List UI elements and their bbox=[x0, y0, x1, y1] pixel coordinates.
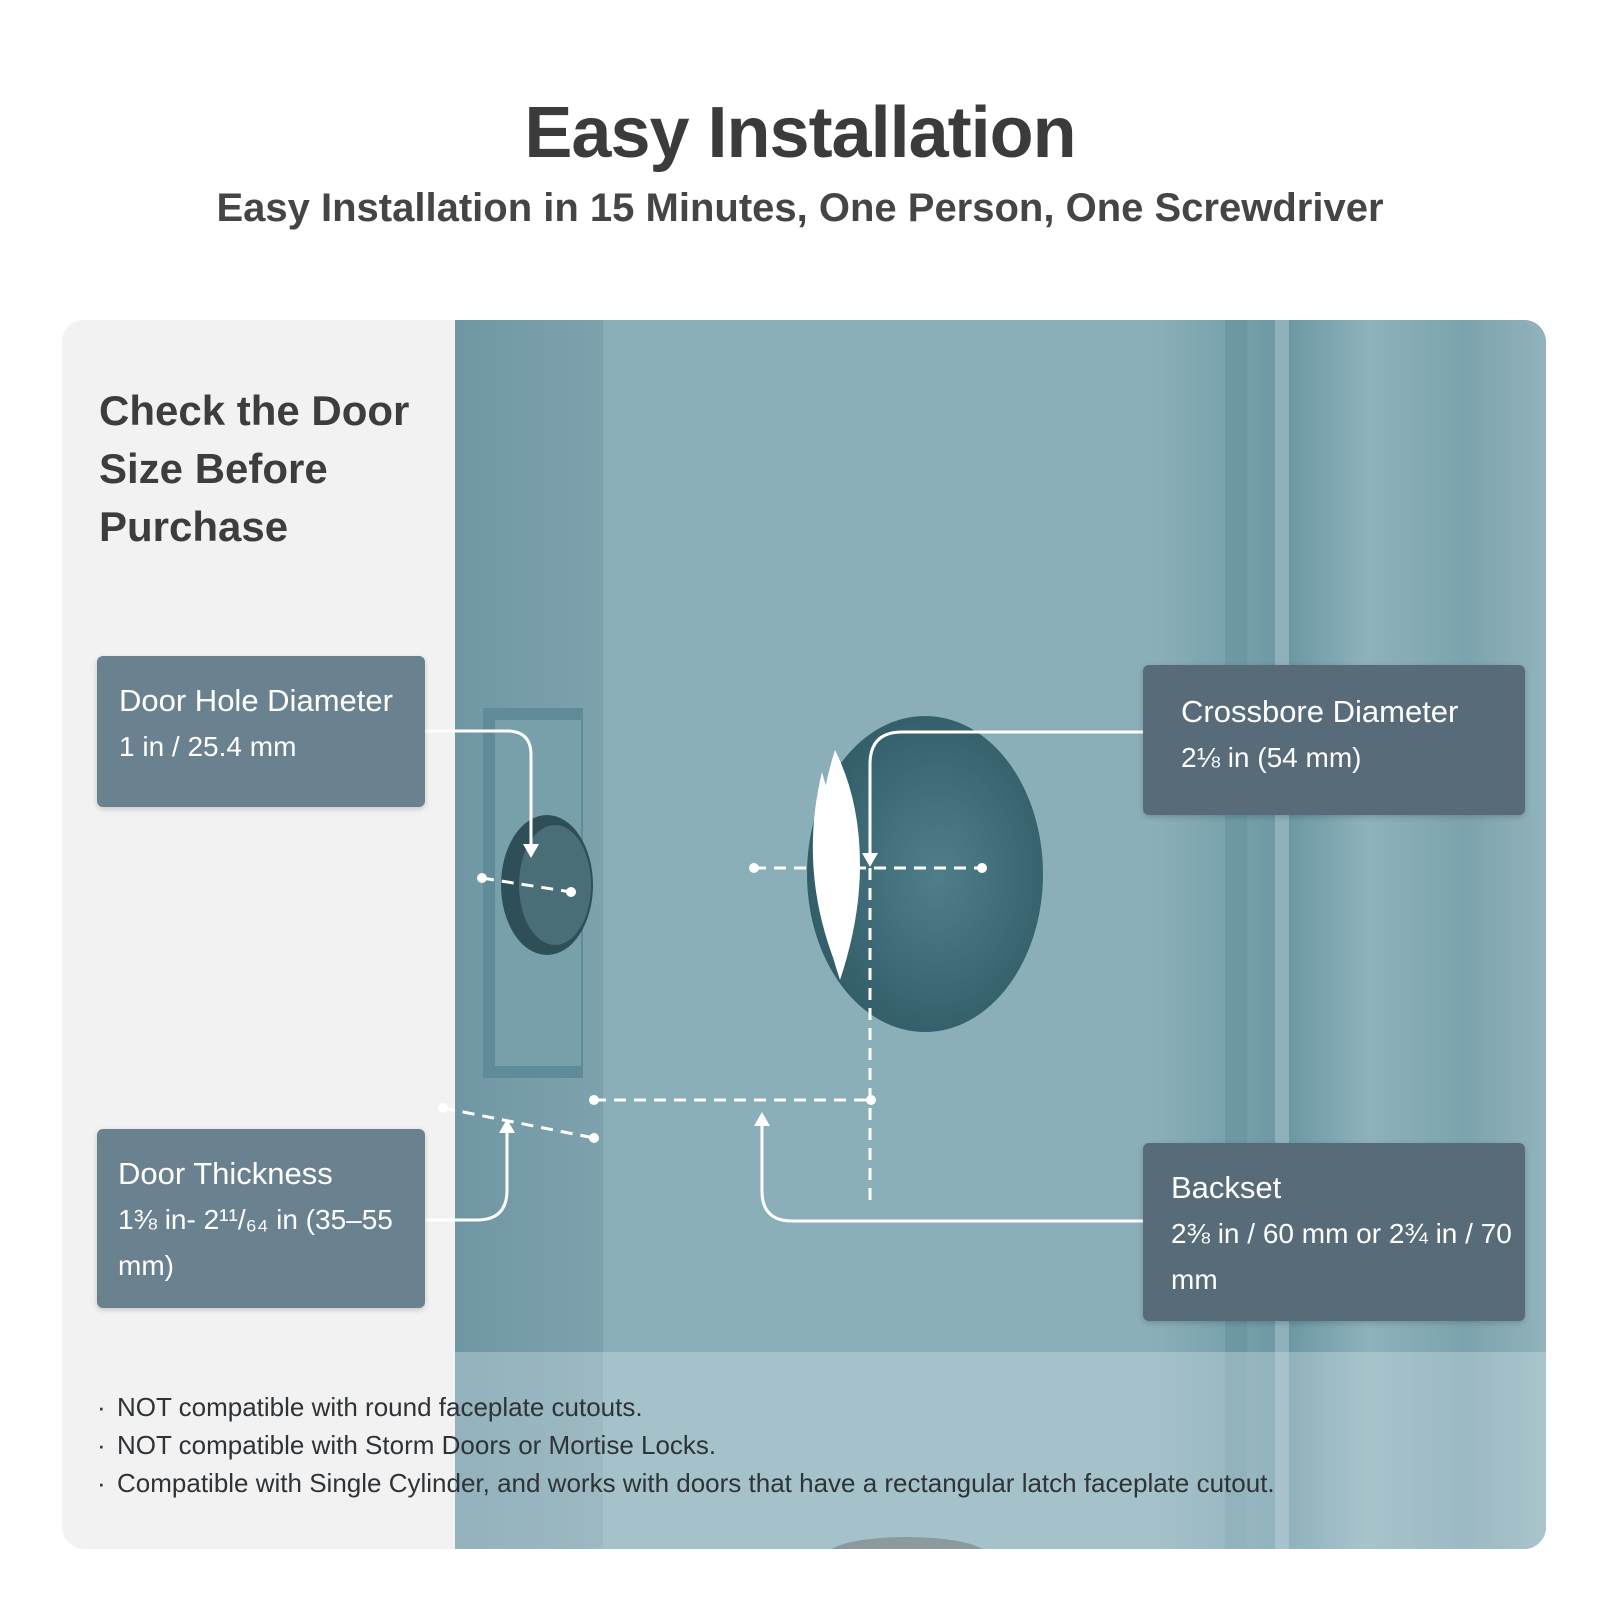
compatibility-notes bbox=[62, 1352, 1546, 1549]
bullet-icon: · bbox=[97, 1468, 106, 1498]
door-hole-diameter-label: Door Hole Diameter bbox=[119, 683, 393, 718]
note-item bbox=[97, 1464, 1275, 1502]
note-text: NOT compatible with round faceplate cutouts. bbox=[117, 1392, 643, 1422]
note-item bbox=[97, 1426, 1275, 1464]
note-text: Compatible with Single Cylinder, and works with doors that have a rectangular latch faceplate cutout. bbox=[117, 1468, 1275, 1498]
backset-label: Backset bbox=[1171, 1170, 1282, 1205]
note-item bbox=[97, 1388, 1275, 1426]
page-title: Easy Installation bbox=[524, 93, 1076, 173]
door-hole-diameter-callout bbox=[97, 656, 425, 807]
page-subtitle: Easy Installation in 15 Minutes, One Person, One Screwdriver bbox=[216, 186, 1384, 230]
crossbore-diameter-label: Crossbore Diameter bbox=[1181, 694, 1459, 729]
backset-callout bbox=[1143, 1143, 1525, 1321]
notes-list bbox=[97, 1388, 1275, 1502]
crossbore-diameter-callout bbox=[1143, 665, 1525, 815]
door-thickness-label: Door Thickness bbox=[118, 1156, 333, 1191]
door-thickness-callout bbox=[97, 1129, 425, 1308]
crossbore-diameter-value: 2⅛ in (54 mm) bbox=[1181, 742, 1362, 773]
door-hole-diameter-value: 1 in / 25.4 mm bbox=[119, 731, 297, 762]
panel-heading: Check the Door Size Before Purchase bbox=[99, 387, 410, 550]
note-text: NOT compatible with Storm Doors or Mortise Locks. bbox=[117, 1430, 717, 1460]
bullet-icon: · bbox=[97, 1430, 106, 1460]
bullet-icon: · bbox=[97, 1392, 106, 1422]
door-size-panel bbox=[62, 320, 1546, 1549]
backset-value: 2⅜ in / 60 mm or 2¾ in / 70 mm bbox=[1171, 1218, 1512, 1295]
door-thickness-value: 1⅜ in- 2¹¹/₆₄ in (35–55 mm) bbox=[118, 1204, 393, 1281]
